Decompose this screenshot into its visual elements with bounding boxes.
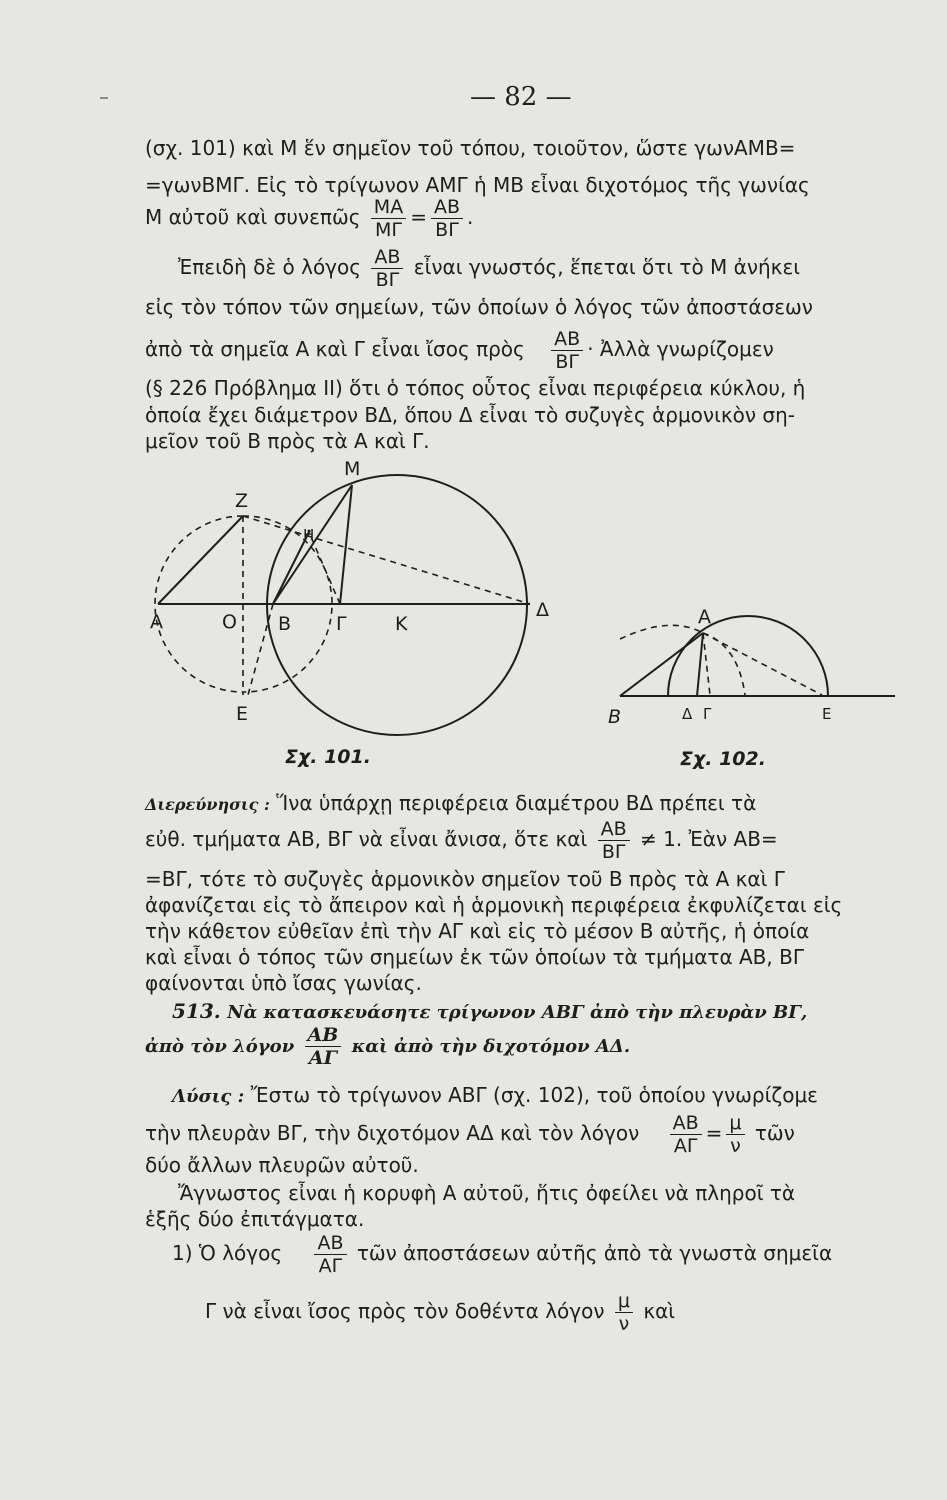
fraction-ma-mg <box>371 196 406 241</box>
fraction-mu-nu <box>615 1290 633 1335</box>
text-segment: ἀπὸ τὰ σημεῖα Α καὶ Γ εἶναι ἴσος πρὸς <box>145 337 525 361</box>
fraction-ab-ag <box>305 1024 342 1069</box>
fraction-denominator: ν <box>618 1313 630 1335</box>
label-e: Ε <box>822 705 832 723</box>
text-line-3 <box>145 196 473 241</box>
text-segment: τῶν <box>754 1121 795 1145</box>
dashed-a-g <box>703 633 710 695</box>
condition-1-line-1 <box>172 1232 832 1277</box>
condition-1-line-2 <box>205 1290 675 1335</box>
text-line-7: (§ 226 Πρόβλημα ΙΙ) ὅτι ὁ τόπος οὗτος εἶναι περιφέρεια κύκλου, ἡ <box>145 376 806 400</box>
problem-text: ἀπὸ τὸν λόγον <box>145 1036 295 1057</box>
label-d: Δ <box>682 705 693 723</box>
label-a: Α <box>698 606 711 628</box>
discussion-line-3: =ΒΓ, τότε τὸ συζυγὲς ἁρμονικὸν σημεῖον τοῦ Β πρὸς τὰ Α καὶ Γ <box>145 867 785 891</box>
harmonic-arc <box>668 616 828 696</box>
fraction-denominator: ΒΓ <box>555 351 579 373</box>
text-line-1: (σχ. 101) καὶ Μ ἕν σημεῖον τοῦ τόπου, τοιοῦτον, ὥστε γωνΑΜΒ= <box>145 136 796 160</box>
margin-mark <box>100 97 108 99</box>
dashed-a-e <box>703 633 822 695</box>
figure-102-caption: Σχ. 102. <box>680 748 766 770</box>
text-segment: 1) Ὁ λόγος <box>172 1241 283 1265</box>
discussion-line-5: τὴν κάθετον εὐθεῖαν ἐπὶ τὴν ΑΓ καὶ εἰς τὸ μέσον Β αὐτῆς, ἡ ὁποία <box>145 919 810 943</box>
text-line-4 <box>178 246 800 291</box>
dashed-arc <box>620 625 703 639</box>
line-a-d <box>697 633 703 696</box>
text-segment: καὶ <box>643 1299 676 1323</box>
discussion-heading: Διερεύνησις : <box>145 795 270 814</box>
label-a: Α <box>150 611 163 633</box>
label-e: Ε <box>236 703 249 725</box>
line-b-m <box>273 485 352 604</box>
solution-heading: Λύσις : <box>172 1086 245 1107</box>
fraction-ab-bg <box>551 328 583 373</box>
discussion-line-1 <box>145 790 756 818</box>
fraction-numerator: ΑΒ <box>551 328 583 351</box>
problem-text: Νὰ κατασκευάσητε τρίγωνον ΑΒΓ ἀπὸ τὴν πλευρὰν ΒΓ, <box>227 1002 808 1023</box>
solution-line-3: δύο ἄλλων πλευρῶν αὐτοῦ. <box>145 1153 419 1177</box>
label-h: Η <box>303 526 315 544</box>
fraction-denominator: ν <box>730 1135 741 1157</box>
label-g: Γ <box>703 705 712 723</box>
text-line-2: =γωνΒΜΓ. Εἰς τὸ τρίγωνον ΑΜΓ ἡ ΜΒ εἶναι διχοτόμος τῆς γωνίας <box>145 173 810 197</box>
text-line-9: μεῖον τοῦ Β πρὸς τὰ Α καὶ Γ. <box>145 429 430 453</box>
text-segment: τῶν ἀποστάσεων αὐτῆς ἀπὸ τὰ γνωστὰ σημεῖα <box>356 1241 833 1265</box>
text-segment: Ἐπειδὴ δὲ ὁ λόγος <box>178 255 361 279</box>
equals-sign: = <box>705 1121 723 1145</box>
text-line-8: ὁποία ἔχει διάμετρον ΒΔ, ὅπου Δ εἶναι τὸ συζυγὲς ἁρμονικὸν ση- <box>145 403 795 427</box>
problem-text: καὶ ἀπὸ τὴν διχοτόμον ΑΔ. <box>351 1036 631 1057</box>
figure-101 <box>140 450 590 780</box>
text-line-5: εἰς τὸν τόπον τῶν σημείων, τῶν ὁποίων ὁ λόγος τῶν ἀποστάσεων <box>145 295 813 319</box>
text-segment: Ἵνα ὑπάρχῃ περιφέρεια διαμέτρου ΒΔ πρέπει τὰ <box>276 791 757 815</box>
line-a-z <box>158 516 243 604</box>
solution-line-1 <box>172 1082 818 1110</box>
solution-line-5: ἑξῆς δύο ἐπιτάγματα. <box>145 1207 365 1231</box>
fraction-denominator: ΑΓ <box>308 1047 338 1069</box>
text-segment: τὴν πλευρὰν ΒΓ, τὴν διχοτόμον ΑΔ καὶ τὸν λόγον <box>145 1121 640 1145</box>
discussion-line-6: καὶ εἶναι ὁ τόπος τῶν σημείων ἐκ τῶν ὁποίων τὰ τμήματα ΑΒ, ΒΓ <box>145 945 804 969</box>
page-number: — 82 — <box>470 82 572 112</box>
label-d: Δ <box>536 599 549 621</box>
fraction-numerator: ΑΒ <box>431 196 463 219</box>
fraction-denominator: ΒΓ <box>435 219 459 241</box>
label-k: Κ <box>395 613 408 635</box>
fraction-numerator: ΜΑ <box>371 196 406 219</box>
fraction-numerator: ΑΒ <box>598 818 630 841</box>
text-segment: · Ἀλλὰ γνωρίζομεν <box>587 337 774 361</box>
line-g-m <box>340 485 352 604</box>
solution-line-4: Ἄγνωστος εἶναι ἡ κορυφὴ Α αὐτοῦ, ἥτις ὀφείλει νὰ πληροῖ τὰ <box>178 1181 796 1205</box>
fraction-ab-ag <box>314 1232 346 1277</box>
label-m: Μ <box>344 458 361 480</box>
equals-sign: = <box>410 205 427 229</box>
text-segment: Γ νὰ εἶναι ἴσος πρὸς τὸν δοθέντα λόγον <box>205 1299 605 1323</box>
fraction-numerator: ΑΒ <box>314 1232 346 1255</box>
line-b-a <box>620 633 703 696</box>
label-z: Ζ <box>235 490 249 512</box>
discussion-line-7: φαίνονται ὑπὸ ἴσας γωνίας. <box>145 971 422 995</box>
discussion-line-2 <box>145 818 778 863</box>
dashed-arc-right <box>703 633 745 695</box>
problem-number: 513. <box>172 999 221 1023</box>
fraction-mu-nu <box>726 1112 744 1157</box>
text-segment: εὐθ. τμήματα ΑΒ, ΒΓ νὰ εἶναι ἄνισα, ὅτε καὶ <box>145 827 588 851</box>
discussion-line-4: ἀφανίζεται εἰς τὸ ἄπειρον καὶ ἡ ἁρμονικὴ περιφέρεια ἐκφυλίζεται εἰς <box>145 893 843 917</box>
dashed-z-d <box>243 516 530 604</box>
label-b: Β <box>608 706 622 728</box>
fraction-ab-ag <box>670 1112 702 1157</box>
label-o: Ο <box>222 611 237 633</box>
label-g: Γ <box>336 613 347 635</box>
fraction-numerator: ΑΒ <box>371 246 403 269</box>
text-segment: . <box>467 205 474 229</box>
text-line-6 <box>145 328 774 373</box>
fraction-numerator: μ <box>615 1290 633 1313</box>
solution-line-2 <box>145 1112 795 1157</box>
fraction-ab-bg <box>431 196 463 241</box>
fraction-numerator: μ <box>726 1112 744 1135</box>
figure-101-caption: Σχ. 101. <box>285 746 371 768</box>
fraction-denominator: ΒΓ <box>601 841 626 863</box>
text-segment: Μ αὐτοῦ καὶ συνεπῶς <box>145 205 361 229</box>
fraction-denominator: ΑΓ <box>673 1135 698 1157</box>
fraction-numerator: ΑΒ <box>305 1024 342 1047</box>
fraction-denominator: ΜΓ <box>375 219 402 241</box>
fraction-numerator: ΑΒ <box>670 1112 702 1135</box>
text-segment: ≠ 1. Ἐὰν ΑΒ= <box>640 827 778 851</box>
fraction-denominator: ΒΓ <box>375 269 400 291</box>
label-b: Β <box>278 613 292 635</box>
fraction-ab-bg <box>371 246 403 291</box>
problem-513-line-2 <box>145 1024 630 1069</box>
text-segment: εἶναι γνωστός, ἕπεται ὅτι τὸ Μ ἀνήκει <box>413 255 801 279</box>
text-segment: Ἔστω τὸ τρίγωνον ΑΒΓ (σχ. 102), τοῦ ὁποίου γνωρίζομε <box>250 1083 818 1107</box>
problem-513-line-1 <box>172 998 807 1026</box>
fraction-denominator: ΑΓ <box>318 1255 343 1277</box>
dashed-b-e <box>248 604 273 695</box>
fraction-ab-bg <box>598 818 630 863</box>
figure-102 <box>600 595 900 775</box>
